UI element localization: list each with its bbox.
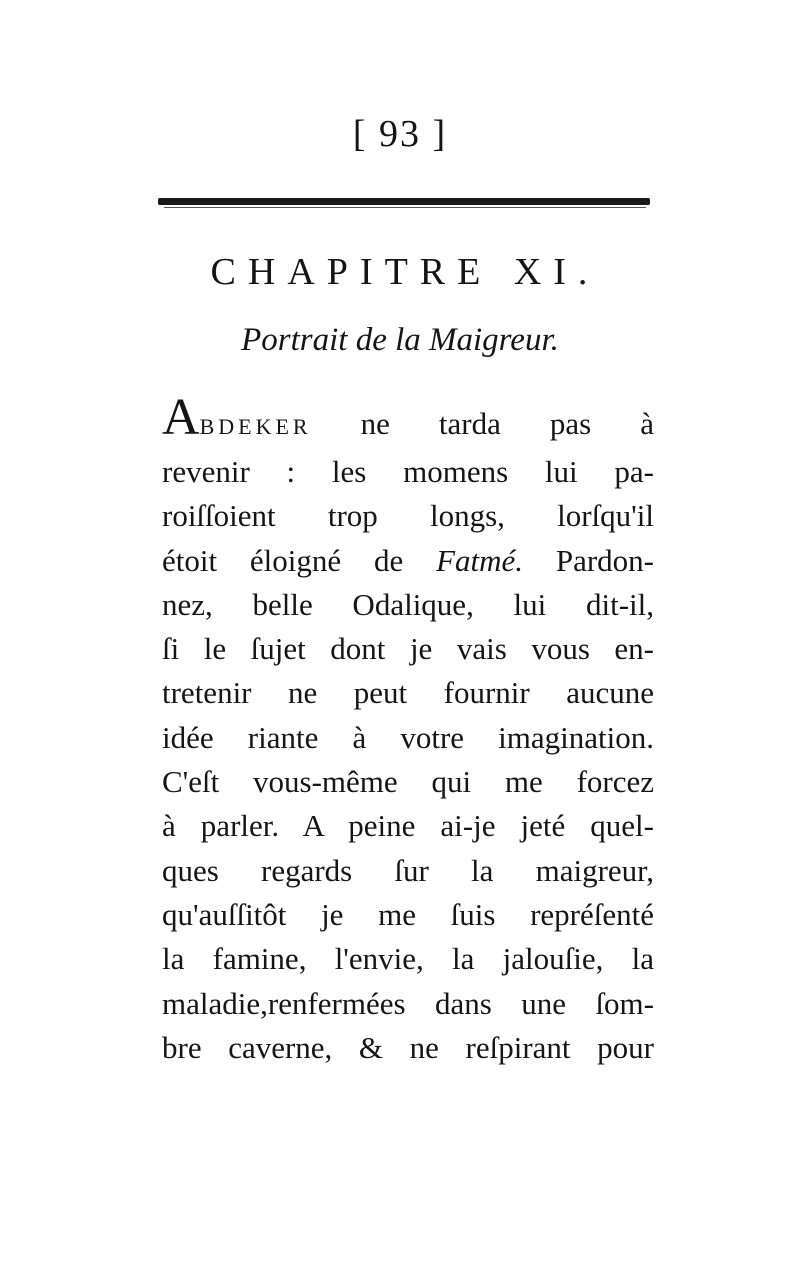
page-number: [ 93 ] (352, 113, 448, 155)
text-line: maladie,renfermées dans une ſom- (162, 985, 654, 1021)
chapter-title: CHAPITRE XI. (210, 251, 600, 293)
text-line: nez, belle Odalique, lui dit-il, (162, 586, 654, 622)
text-line: ques regards ſur la maigreur, (162, 852, 654, 888)
chapter-subtitle: Portrait de la Maigreur. (241, 322, 559, 358)
header-rule (158, 196, 650, 210)
italic-name: Fatmé. (436, 542, 524, 578)
text-line (162, 539, 654, 583)
first-line-rest: ne tarda pas à (360, 406, 655, 441)
text-line: tretenir ne peut fournir aucune (162, 675, 654, 711)
body-text (162, 389, 655, 1070)
text-line: la famine, l'envie, la jalouſie, la (162, 941, 654, 977)
text-line: bre caverne, & ne reſpirant pour (162, 1029, 654, 1065)
text-fragment: Pardon- (523, 542, 654, 578)
drop-cap: A (162, 389, 200, 446)
text-line-first (162, 389, 655, 450)
header-rule-thick (158, 198, 650, 205)
text-fragment: étoit éloigné de (162, 542, 437, 578)
header-rule-thin (164, 207, 646, 208)
text-line: ſi le ſujet dont je vais vous en- (162, 631, 654, 667)
text-line: roiſſoient trop longs, lorſqu'il (162, 498, 654, 534)
text-line: qu'auſſitôt je me ſuis repréſenté (162, 896, 654, 932)
text-line: à parler. A peine ai-je jeté quel- (162, 808, 654, 844)
name-small-caps: BDEKER (199, 414, 312, 439)
text-line: idée riante à votre imagination. (162, 719, 654, 755)
text-line: C'eſt vous-même qui me forcez (162, 764, 654, 800)
text-line: revenir : les momens lui pa- (162, 454, 654, 489)
